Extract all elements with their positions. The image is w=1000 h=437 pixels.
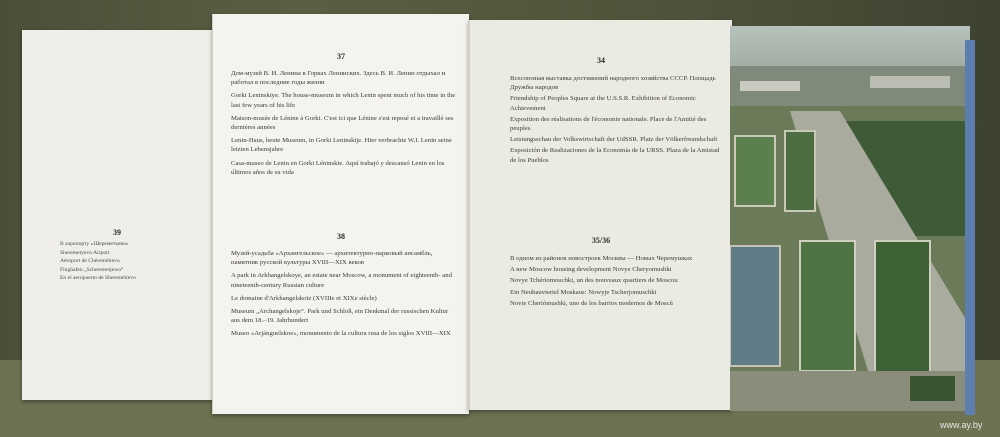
caption-block-39 xyxy=(60,240,210,283)
caption-38-de: Museum „Archangelskoje“. Park und Schloß, ein Denkmal der russischen Kultur aus dem 18.–19. Jahrhundert xyxy=(231,308,449,325)
watermark: www.ay.by xyxy=(940,420,983,430)
page-number-39: 39 xyxy=(113,228,121,237)
book-spine xyxy=(965,40,975,415)
caption-38-ru: Музей-усадьба «Архангельское» — архитектурно-парковый ансамбль, памятник русской культуры XVIII—XIX веков xyxy=(231,250,433,267)
caption-34-ru: Всесоюзная выставка достижений народного хозяйства СССР. Площадь Дружбы народов xyxy=(510,75,716,92)
caption-35-es: Novie Cheriómushki, uno de los barrios modernos de Moscú xyxy=(510,299,673,307)
caption-38-fr: Le domaine d'Arkhangelskoïe (XVIIIe et XIXe siècle) xyxy=(231,294,377,302)
caption-34-fr: Exposition des réalisations de l'économie nationale. Place de l'Amitié des peuples xyxy=(510,115,707,133)
leaflet-page-34-35 xyxy=(468,20,732,410)
caption-37-de: Lenin-Haus, heute Museum, in Gorki Leninskije. Hier verbrachte W.I. Lenin seine letzten Lebensjahre xyxy=(231,137,452,154)
caption-37-en: Gorki Leninskiye. The house-museum in which Lenin spent much of his time in the last few years of his life xyxy=(231,92,456,109)
caption-34-en: Friendship of Peoples Square at the U.S.S.R. Exhibition of Economic Achievement xyxy=(510,95,696,112)
leaflet-page-39 xyxy=(22,30,213,400)
caption-35-en: A new Moscow housing development Novye Cheryomushki xyxy=(510,266,672,274)
caption-37-ru: Дом-музей В. И. Ленина в Горках Ленинских. Здесь В. И. Ленин отдыхал и работал в последние годы жизни xyxy=(231,70,446,87)
caption-block-37 xyxy=(231,69,456,181)
caption-39-en: Sheremetyevo Airport xyxy=(60,249,110,256)
caption-38-es: Museo «Arjánguelskoe», monumento de la cultura rusa de los siglos XVIII—XIX xyxy=(231,330,451,338)
page-number-34: 34 xyxy=(597,56,605,65)
caption-block-34 xyxy=(510,74,722,167)
caption-34-es: Exposición de Realizaciones de la Economía de la URSS. Plaza de la Amistad de los Pueblos xyxy=(510,147,720,164)
caption-37-fr: Maison-musée de Lénine à Gorki. C'est ici que Lénine s'est reposé et a travaillé ses dernières années xyxy=(231,114,454,132)
caption-35-fr: Novye Tchériomouchki, un des nouveaux quartiers de Moscou xyxy=(510,277,678,285)
caption-34-de: Leistungsschau der Volkswirtschaft der UdSSR. Platz der Völkerfreundschaft xyxy=(510,136,718,144)
leaflet-page-37-38 xyxy=(212,14,469,414)
page-number-37: 37 xyxy=(337,52,345,61)
caption-37-es: Casa-museo de Lenin en Gorki Léninskie. Aquí trabajó y descansó Lenin en los últimos años de su vida xyxy=(231,159,445,176)
caption-38-en: A park in Arkhangelskoye, an estate near Moscow, a monument of eighteenth- and nineteenth-century Russian culture xyxy=(231,272,452,289)
page-number-35-36: 35/36 xyxy=(591,236,611,245)
aerial-photo-vdnkh xyxy=(730,26,970,411)
page-number-38: 38 xyxy=(337,232,345,241)
caption-35-ru: В одном из районов новостроек Москвы — Новых Черемушках xyxy=(510,255,693,262)
caption-39-de: Flughafen „Scheremetjewo“ xyxy=(60,266,124,273)
caption-39-fr: Aéroport de Chéremétievo xyxy=(60,258,120,265)
caption-block-38 xyxy=(231,249,456,343)
caption-block-35-36 xyxy=(510,254,722,310)
aerial-photo-illustration xyxy=(730,26,970,411)
caption-39-ru: В аэропорту «Шереметьево» xyxy=(60,241,129,247)
caption-39-es: En el aeropuerto de Sheremétievo xyxy=(60,275,136,282)
caption-35-de: Ein Neubauviertel Moskaus: Nowyje Tscherjomuschki xyxy=(510,288,657,296)
